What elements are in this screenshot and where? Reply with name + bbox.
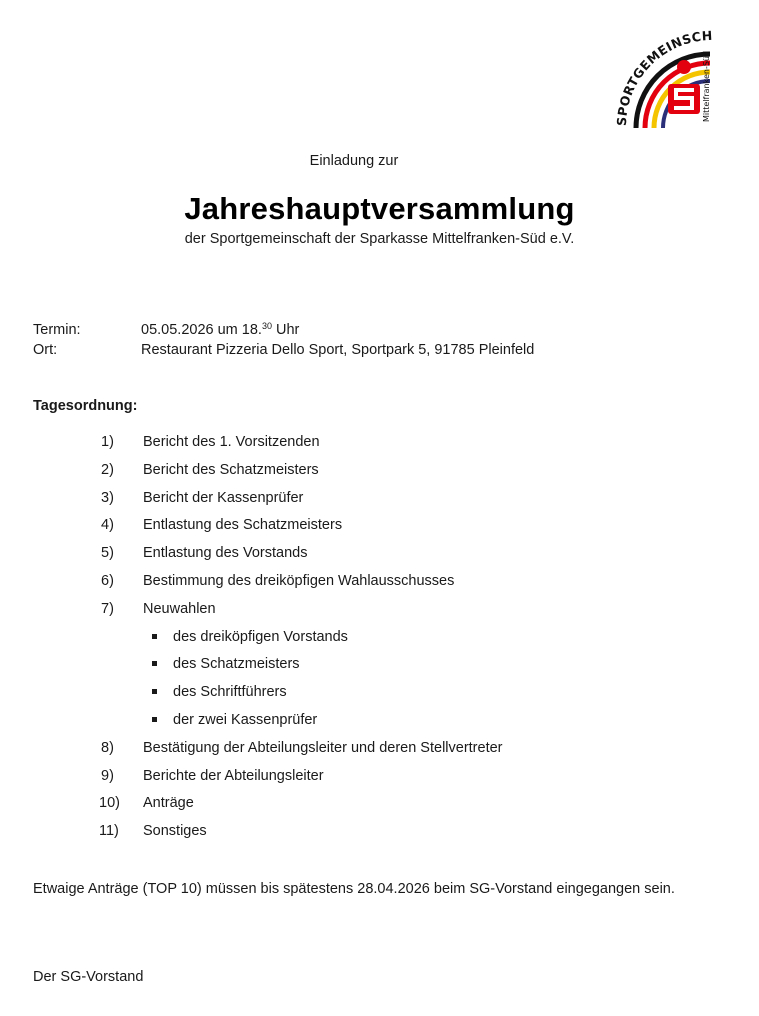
agenda-item-text: Bericht der Kassenprüfer — [143, 489, 304, 506]
agenda-item-number: 8) — [101, 739, 114, 756]
agenda-item-text: Entlastung des Vorstands — [143, 545, 308, 562]
page-subtitle: der Sportgemeinschaft der Sparkasse Mittelfranken-Süd e.V. — [184, 231, 575, 247]
agenda-item — [0, 737, 759, 765]
logo-side-text: Mittelfranken-Süd — [702, 50, 711, 122]
date-value: 05.05.2026 um 18.30 Uhr — [141, 321, 300, 338]
agenda-item-text: Bestimmung des dreiköpfigen Wahlausschusses — [143, 572, 455, 589]
agenda-item-number: 5) — [101, 545, 114, 562]
agenda-item-text: Bericht des 1. Vorsitzenden — [143, 434, 320, 450]
agenda-item-number: 9) — [101, 767, 114, 784]
sparkasse-s-logo-icon — [608, 22, 726, 132]
agenda-sub-item-text: des dreiköpfigen Vorstands — [173, 628, 348, 645]
agenda-item — [0, 514, 759, 542]
location-label: Ort: — [33, 342, 58, 358]
agenda-sub-item-text: des Schatzmeisters — [173, 656, 300, 673]
agenda-item-number: 2) — [101, 461, 114, 478]
agenda-item-number: 10) — [99, 795, 120, 812]
agenda-item — [0, 598, 759, 626]
agenda-item-text: Sonstiges — [143, 823, 207, 840]
agenda-item-number: 3) — [101, 489, 114, 506]
agenda-item-number: 7) — [101, 600, 114, 617]
agenda-list — [0, 431, 759, 848]
agenda-item-text: Neuwahlen — [143, 600, 216, 617]
agenda-item — [0, 820, 759, 848]
sportgemeinschaft-logo — [608, 22, 726, 132]
agenda-item-number: 4) — [101, 517, 114, 534]
agenda-sub-item — [0, 653, 759, 681]
agenda-sub-item-text: der zwei Kassenprüfer — [173, 711, 318, 728]
agenda-item-text: Entlastung des Schatzmeisters — [143, 517, 343, 534]
time-minutes: 30 — [261, 321, 272, 331]
square-bullet-icon — [152, 634, 157, 639]
agenda-item-text: Anträge — [143, 795, 194, 812]
square-bullet-icon — [152, 661, 157, 666]
agenda-item-text: Bericht des Schatzmeisters — [143, 461, 319, 478]
agenda-item-number: 1) — [101, 434, 114, 450]
agenda-item — [0, 792, 759, 820]
location-value: Restaurant Pizzeria Dello Sport, Sportpark 5, 91785 Pleinfeld — [141, 342, 535, 358]
intro-text: Einladung zur — [309, 153, 399, 169]
agenda-item-text: Bestätigung der Abteilungsleiter und deren Stellvertreter — [143, 739, 503, 756]
agenda-item-number: 11) — [99, 823, 119, 840]
square-bullet-icon — [152, 717, 157, 722]
agenda-item — [0, 765, 759, 793]
agenda-item-text: Berichte der Abteilungsleiter — [143, 767, 324, 784]
agenda-sub-item — [0, 709, 759, 737]
agenda-item — [0, 487, 759, 515]
square-bullet-icon — [152, 689, 157, 694]
page-title: Jahreshauptversammlung — [184, 191, 575, 226]
date-label: Termin: — [33, 322, 81, 338]
agenda-item — [0, 431, 759, 459]
agenda-heading: Tagesordnung: — [33, 398, 138, 414]
agenda-sub-item — [0, 681, 759, 709]
signature: Der SG-Vorstand — [33, 969, 144, 985]
agenda-item — [0, 459, 759, 487]
agenda-item — [0, 570, 759, 598]
agenda-sub-item-text: des Schriftführers — [173, 684, 287, 701]
agenda-sub-item — [0, 626, 759, 654]
agenda-item-number: 6) — [101, 572, 114, 589]
agenda-item — [0, 542, 759, 570]
deadline-note: Etwaige Anträge (TOP 10) müssen bis spätestens 28.04.2026 beim SG-Vorstand eingegangen sein. — [33, 881, 675, 897]
logo-arc-text: SPORTGEMEINSCH — [613, 27, 714, 127]
